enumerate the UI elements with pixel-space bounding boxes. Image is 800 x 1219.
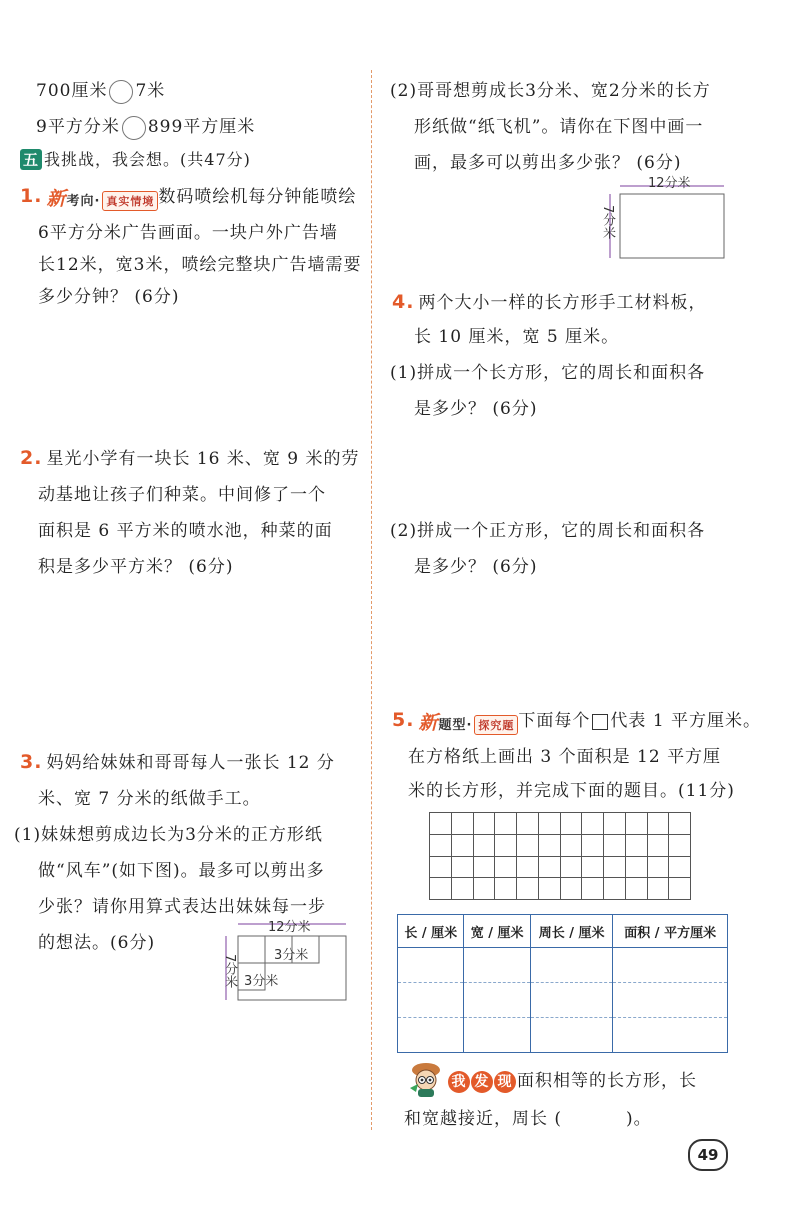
section-badge: 五: [20, 149, 42, 170]
answer-cell[interactable]: [398, 1018, 464, 1053]
discover-line1: [448, 1066, 697, 1093]
fig1-top-label: 12分米: [268, 920, 311, 935]
q2-line4: 积是多少平方米？ (6分): [38, 557, 234, 577]
q1-line3: 长12米，宽3米，喷绘完整块广告墙需要: [38, 255, 362, 275]
grid-cell[interactable]: [429, 856, 452, 879]
discover-text: 面积相等的长方形，长: [517, 1071, 697, 1091]
answer-cell[interactable]: [613, 983, 728, 1018]
fig1-square-label: 3分米: [244, 974, 279, 989]
fig2-top-label: 12分米: [648, 176, 691, 191]
unit-square-icon: [592, 714, 608, 730]
grid-cell[interactable]: [581, 812, 604, 835]
grid-cell[interactable]: [603, 856, 626, 879]
answer-cell[interactable]: [613, 948, 728, 983]
answer-cell[interactable]: [464, 948, 530, 983]
answer-cell[interactable]: [464, 983, 530, 1018]
fig2-side-label: 7分米: [600, 205, 615, 240]
tag-box: 真实情境: [102, 191, 158, 211]
grid-cell[interactable]: [516, 834, 539, 857]
grid-cell[interactable]: [473, 856, 496, 879]
grid-cell[interactable]: [603, 877, 626, 900]
answer-table: [397, 914, 728, 1053]
table-header-row: [398, 915, 728, 948]
grid-paper[interactable]: [429, 812, 690, 899]
answer-cell[interactable]: [398, 983, 464, 1018]
grid-cell[interactable]: [494, 856, 517, 879]
grid-cell[interactable]: [560, 834, 583, 857]
table-row[interactable]: [398, 983, 728, 1018]
tag-box: 探究题: [474, 715, 518, 735]
grid-cell[interactable]: [560, 856, 583, 879]
q3-p1-line4: 的想法。(6分): [38, 933, 156, 953]
grid-cell[interactable]: [625, 812, 648, 835]
grid-cell[interactable]: [581, 834, 604, 857]
q5-tag: [418, 708, 518, 735]
compare-circle[interactable]: [109, 80, 133, 104]
section-score: (共47分): [180, 150, 251, 169]
table-row[interactable]: [398, 1018, 728, 1053]
grid-cell[interactable]: [647, 877, 670, 900]
grid-cell[interactable]: [647, 856, 670, 879]
q5-text-a: 下面每个: [518, 711, 591, 731]
compare-row-1: [36, 76, 165, 104]
th-width: 宽 / 厘米: [464, 915, 530, 948]
q5-number: 5.: [392, 709, 415, 731]
explorer-mascot-icon: [404, 1058, 446, 1098]
q1-line2: 6平方分米广告画面。一块户外广告墙: [38, 223, 338, 243]
grid-cell[interactable]: [668, 812, 691, 835]
compare-right: 7米: [135, 81, 166, 101]
grid-cell[interactable]: [603, 812, 626, 835]
grid-cell[interactable]: [429, 834, 452, 857]
q4-number: 4.: [392, 291, 415, 313]
q2-number: 2.: [20, 447, 43, 469]
square: [238, 936, 265, 963]
q3-p2-line2: 形纸做“纸飞机”。请你在下图中画一: [414, 117, 704, 137]
answer-cell[interactable]: [530, 983, 613, 1018]
column-divider: [371, 70, 372, 1130]
grid-cell[interactable]: [451, 834, 474, 857]
q3-p1-line1: (1)妹妹想剪成边长为3分米的正方形纸: [14, 825, 323, 845]
q3-p1-line2: 做“风车”(如下图)。最多可以剪出多: [38, 861, 325, 881]
compare-right: 899平方厘米: [147, 117, 256, 137]
page-number: 49: [688, 1139, 728, 1171]
grid-cell[interactable]: [494, 812, 517, 835]
q4-p1-line2: 是多少？ (6分): [414, 399, 538, 419]
grid-cell[interactable]: [538, 877, 561, 900]
discover-text-end: )。: [626, 1109, 652, 1129]
q5-text-b: 代表 1 平方厘米。: [610, 711, 762, 731]
q1-number: 1.: [20, 185, 43, 207]
grid-cell[interactable]: [560, 877, 583, 900]
grid-cell[interactable]: [668, 856, 691, 879]
q5-line3: 米的长方形，并完成下面的题目。(11分): [408, 781, 735, 801]
grid-cell[interactable]: [451, 856, 474, 879]
grid-cell[interactable]: [581, 877, 604, 900]
section-title: [20, 147, 251, 170]
q3-number: 3.: [20, 751, 43, 773]
grid-cell[interactable]: [538, 834, 561, 857]
q4-p1-line1: (1)拼成一个长方形，它的周长和面积各: [390, 363, 706, 383]
section-title-text: 我挑战，我会想。: [44, 150, 181, 169]
answer-cell[interactable]: [398, 948, 464, 983]
grid-cell[interactable]: [429, 812, 452, 835]
q4-text: 两个大小一样的长方形手工材料板，: [418, 293, 707, 313]
grid-cell[interactable]: [538, 856, 561, 879]
answer-cell[interactable]: [530, 948, 613, 983]
grid-cell[interactable]: [451, 877, 474, 900]
compare-left: 9平方分米: [36, 117, 120, 137]
discover-bubble: 现: [494, 1071, 516, 1093]
grid-cell[interactable]: [494, 834, 517, 857]
grid-cell[interactable]: [560, 812, 583, 835]
q5-line2: 在方格纸上画出 3 个面积是 12 平方厘: [408, 747, 722, 767]
compare-left: 700厘米: [36, 81, 108, 101]
discover-line2: [404, 1104, 652, 1129]
grid-cell[interactable]: [581, 856, 604, 879]
th-area: 面积 / 平方厘米: [613, 915, 728, 948]
th-perimeter: 周长 / 厘米: [530, 915, 613, 948]
grid-cell[interactable]: [429, 877, 452, 900]
discover-bubble: 发: [471, 1071, 493, 1093]
q3-p2-line1: (2)哥哥想剪成长3分米、宽2分米的长方: [390, 81, 711, 101]
q1-line1: [20, 182, 356, 211]
fig1-square-label: 3分米: [274, 948, 309, 963]
discover-bubble: 我: [448, 1071, 470, 1093]
q3-p2-line3: 画，最多可以剪出多少张？ (6分): [414, 153, 682, 173]
grid-cell[interactable]: [473, 834, 496, 857]
grid-cell[interactable]: [603, 834, 626, 857]
grid-cell[interactable]: [494, 877, 517, 900]
q4-line2: 长 10 厘米，宽 5 厘米。: [414, 327, 620, 347]
table-row[interactable]: [398, 948, 728, 983]
grid-cell[interactable]: [516, 856, 539, 879]
grid-cell[interactable]: [516, 812, 539, 835]
grid-cell[interactable]: [625, 877, 648, 900]
tag-sub: 考向·: [66, 194, 101, 209]
answer-cell[interactable]: [613, 1018, 728, 1053]
q2-line2: 动基地让孩子们种菜。中间修了一个: [38, 485, 326, 505]
grid-cell[interactable]: [625, 834, 648, 857]
grid-cell[interactable]: [473, 877, 496, 900]
q4-p2-line1: (2)拼成一个正方形，它的周长和面积各: [390, 521, 706, 541]
discover-text: 和宽越接近，周长 (: [404, 1109, 563, 1129]
q1-line4: 多少分钟？ (6分): [38, 287, 180, 307]
tag-sub: 题型·: [438, 718, 473, 733]
q3-text: 妈妈给妹妹和哥哥每人一张长 12 分: [46, 753, 335, 773]
grid-cell[interactable]: [451, 812, 474, 835]
q2-line3: 面积是 6 平方米的喷水池，种菜的面: [38, 521, 333, 541]
th-length: 长 / 厘米: [398, 915, 464, 948]
paper-rect: [620, 194, 724, 258]
grid-cell[interactable]: [647, 812, 670, 835]
grid-cell[interactable]: [647, 834, 670, 857]
grid-cell[interactable]: [473, 812, 496, 835]
grid-cell[interactable]: [668, 834, 691, 857]
tag-new: 新: [418, 712, 439, 734]
compare-circle[interactable]: [122, 116, 146, 140]
compare-row-2: [36, 112, 255, 140]
answer-cell[interactable]: [464, 1018, 530, 1053]
q5-line1: [392, 706, 761, 735]
grid-cell[interactable]: [668, 877, 691, 900]
q2-line1: [20, 444, 360, 469]
q4-p2-line2: 是多少？ (6分): [414, 557, 538, 577]
grid-cell[interactable]: [516, 877, 539, 900]
q2-text: 星光小学有一块长 16 米、宽 9 米的劳: [46, 449, 360, 469]
q3-p1-line3: 少张？请你用算式表达出妹妹每一步: [38, 897, 326, 917]
q3-line1: [20, 748, 335, 773]
q1-text: 数码喷绘机每分钟能喷绘: [158, 187, 357, 207]
grid-cell[interactable]: [538, 812, 561, 835]
fig1-side-label: 7分米: [222, 954, 237, 989]
grid-cell[interactable]: [625, 856, 648, 879]
q3-line2: 米、宽 7 分米的纸做手工。: [38, 789, 261, 809]
tag-new: 新: [46, 188, 67, 210]
q4-line1: [392, 288, 706, 313]
answer-cell[interactable]: [530, 1018, 613, 1053]
q1-tag: [46, 184, 158, 211]
